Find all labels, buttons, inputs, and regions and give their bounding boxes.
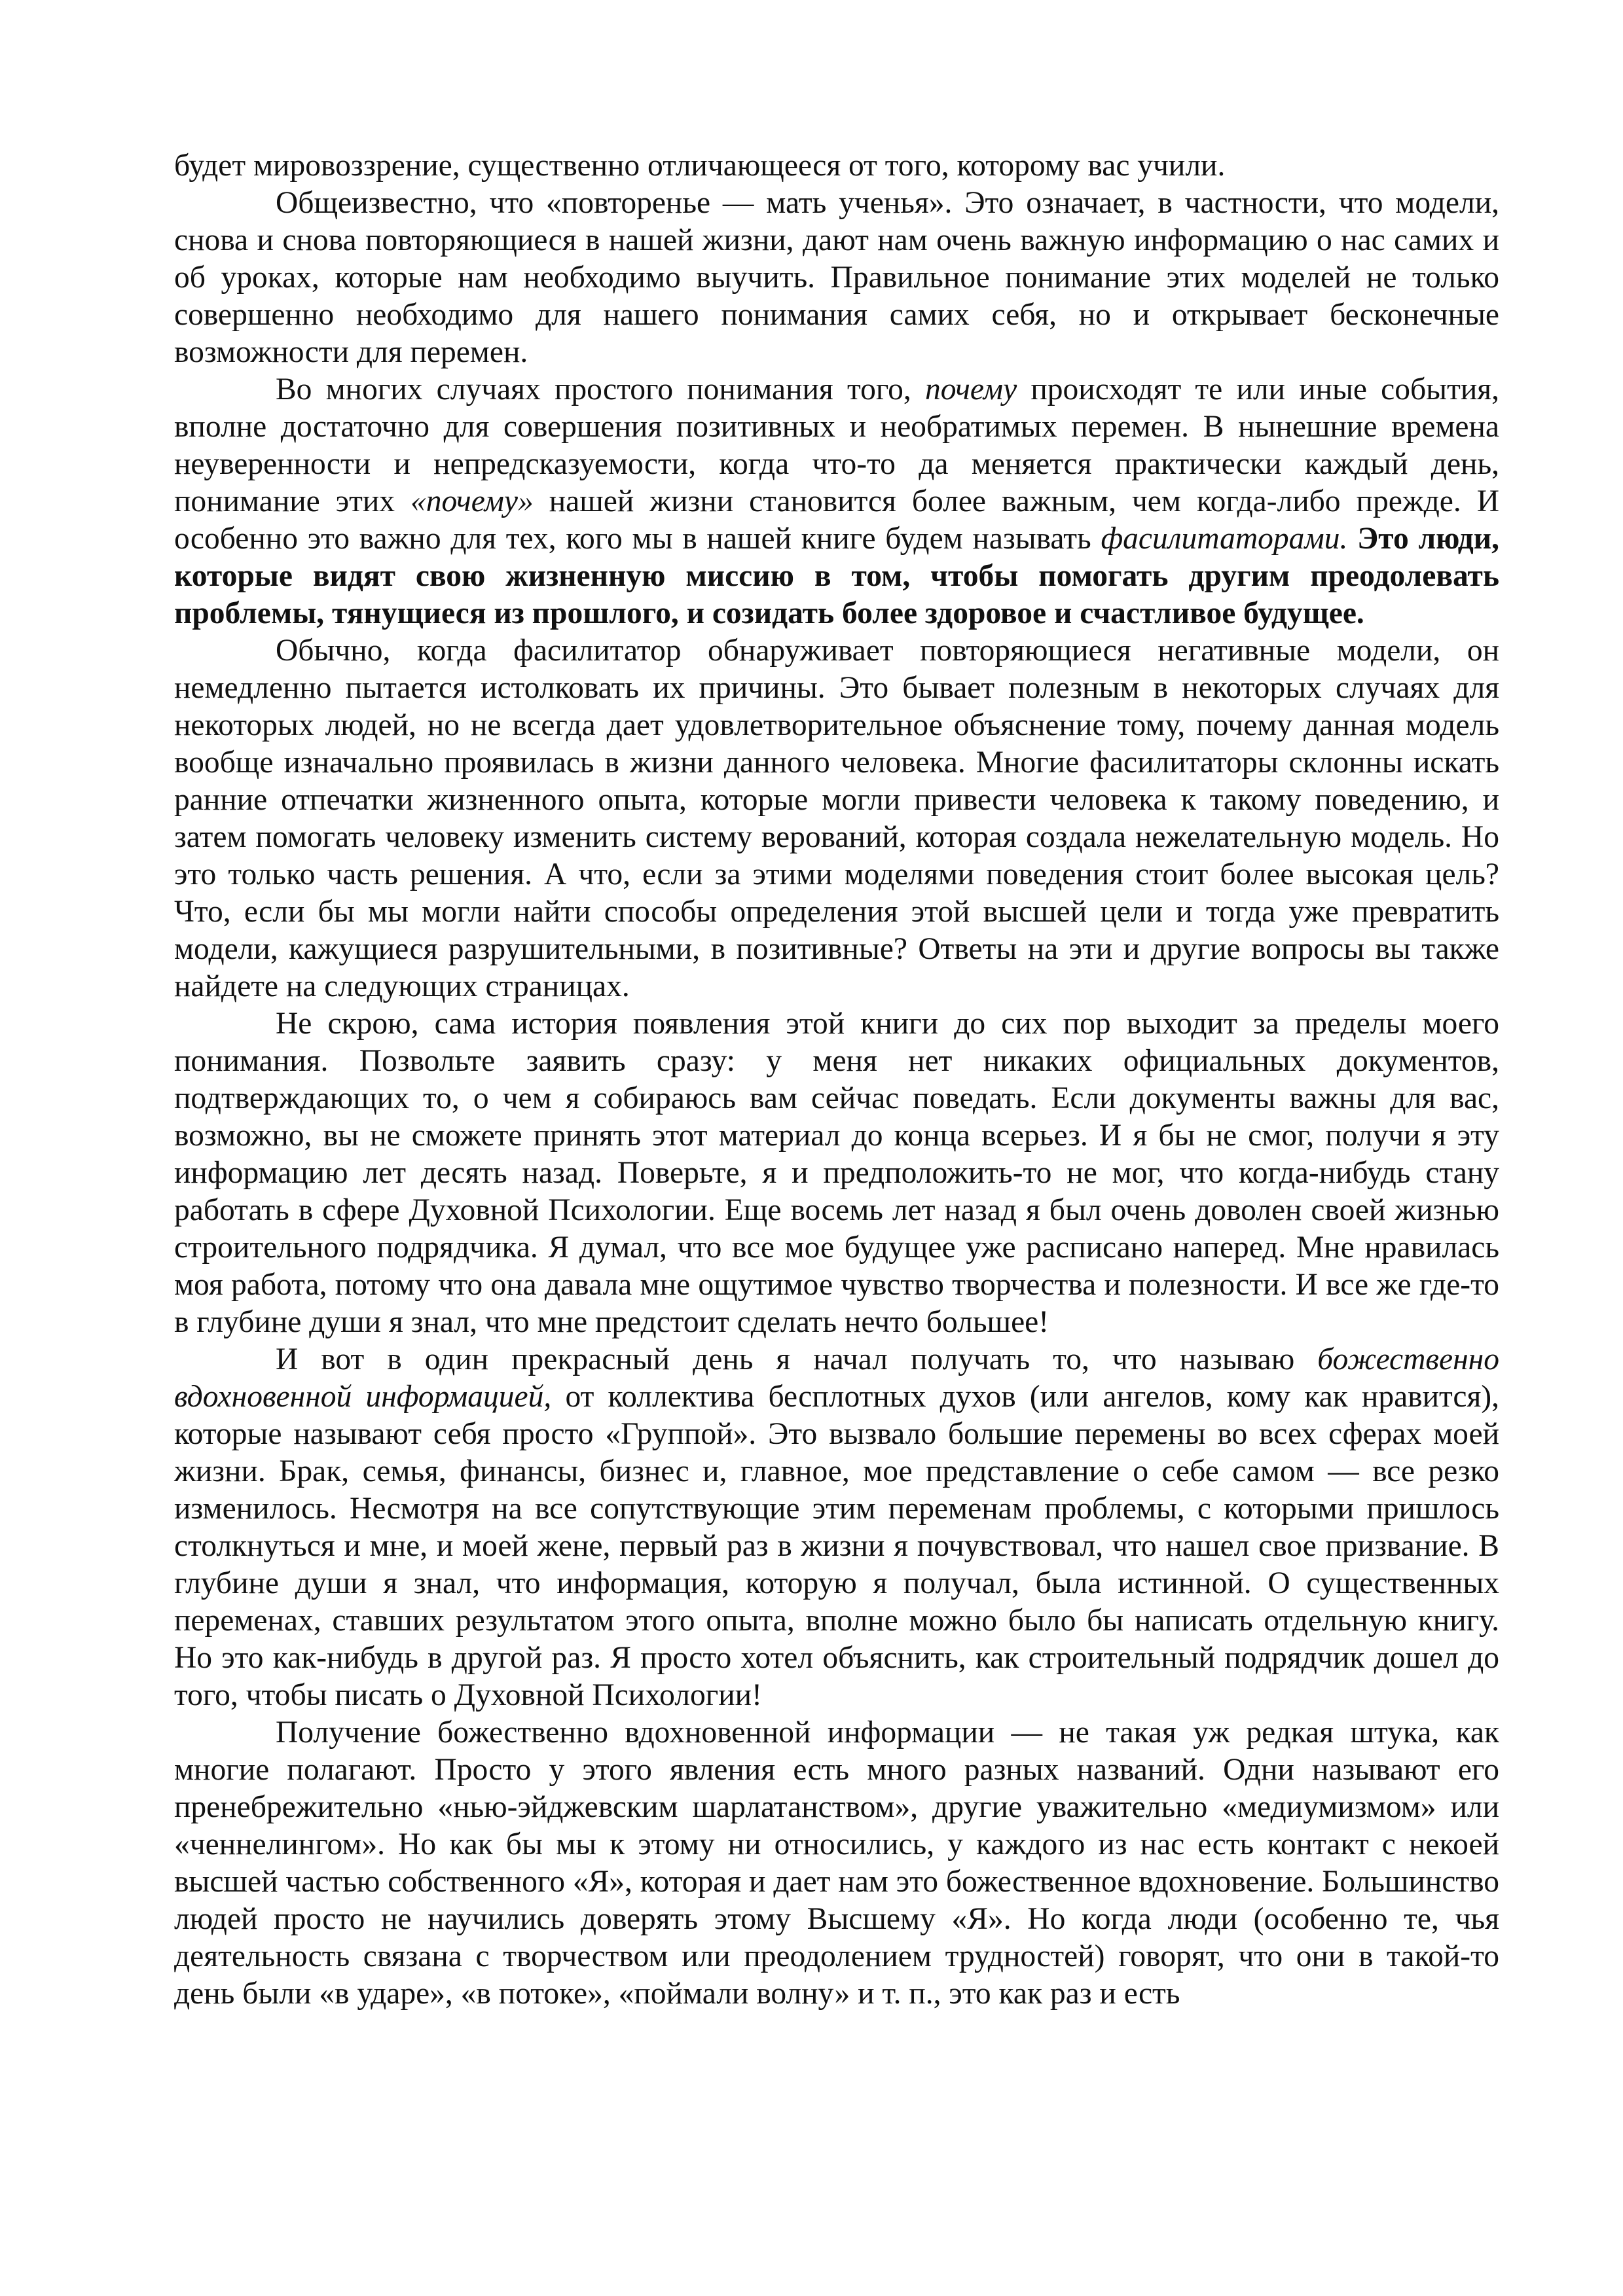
text-segment: Получение божественно вдохновенной информации — не такая уж редкая штука, как многие полагают. Просто у этого явления есть много разных названий. Одни называют его пренебрежительно «нью-эйджевским шарлатанством», другие уважительно «медиумизмом» или «ченнелингом». Но как бы мы к этому ни относились, у каждого из нас есть контакт с некоей высшей частью собственного «Я», которая и дает нам это божественное вдохновение. Большинство людей просто не научились доверять этому Высшему «Я». Но когда люди (особенно те, чья деятельность связана с творчеством или преодолением трудностей) говорят, что они в такой-то день были «в ударе», «в потоке», «поймали волну» и т. п., это как раз и есть — [174, 1715, 1499, 2011]
paragraph — [174, 1341, 1499, 1714]
paragraph — [174, 1714, 1499, 2013]
text-segment: от коллектива бесплотных духов (или ангелов, кому как нравится), которые называют себя просто «Группой». Это вызвало большие перемены во всех сферах моей жизни. Брак, семья, финансы, бизнес и, главное, мое представление о себе самом — все резко изменилось. Несмотря на все сопутствующие этим переменам проблемы, с которыми пришлось столкнуться и мне, и моей жене, первый раз в жизни я почувствовал, что нашел свое призвание. В глубине души я знал, что информация, которую я получал, была истинной. О существенных переменах, ставших результатом этого опыта, вполне можно было бы написать отдельную книгу. Но это как-нибудь в другой раз. Я просто хотел объяснить, как строительный подрядчик дошел до того, чтобы писать о Духовной Психологии! — [174, 1380, 1499, 1712]
paragraph — [174, 1005, 1499, 1341]
italic-text: божественно вдохновенной информацией, — [174, 1342, 1499, 1414]
text-segment — [1347, 522, 1357, 556]
paragraph — [174, 185, 1499, 371]
text-segment: Обычно, когда фасилитатор обнаруживает повторяющиеся негативные модели, он немедленно пытается истолковать их причины. Это бывает полезным в некоторых случаях для некоторых людей, но не всегда дает удовлетворительное объяснение тому, почему данная модель вообще изначально проявилась в жизни данного человека. Многие фасилитаторы склонны искать ранние отпечатки жизненного опыта, которые могли привести человека к такому поведению, и затем помогать человеку изменить систему верований, которая создала нежелательную модель. Но это только часть решения. А что, если за этими моделями поведения стоит более высокая цель? Что, если бы мы могли найти способы определения этой высшей цели и тогда уже превратить модели, кажущиеся разрушительными, в позитивные? Ответы на эти и другие вопросы вы также найдете на следующих страницах. — [174, 634, 1499, 1003]
text-segment: Во многих случаях простого понимания того, — [276, 372, 925, 406]
body-text — [174, 147, 1499, 2013]
paragraph — [174, 632, 1499, 1005]
italic-text: почему — [924, 372, 1017, 406]
paragraph — [174, 147, 1499, 185]
italic-text: «почему» — [410, 484, 534, 518]
text-segment: Не скрою, сама история появления этой книги до сих пор выходит за пределы моего понимания. Позвольте заявить сразу: у меня нет никаких официальных документов, подтверждающих то, о чем я собираюсь вам сейчас поведать. Если документы важны для вас, возможно, вы не сможете принять этот материал до конца всерьез. И я бы не смог, получи я эту информацию лет десять назад. Поверьте, я и предположить-то не мог, что когда-нибудь стану работать в сфере Духовной Психологии. Еще восемь лет назад я был очень доволен своей жизнью строительного подрядчика. Я думал, что все мое будущее уже расписано наперед. Мне нравилась моя работа, потому что она давала мне ощутимое чувство творчества и полезности. И все же где-то в глубине души я знал, что мне предстоит сделать нечто большее! — [174, 1007, 1499, 1339]
bold-text: Это люди, которые видят свою жизненную миссию в том, чтобы помогать другим преодолевать проблемы, тянущиеся из прошлого, и созидать более здоровое и счастливое будущее. — [174, 522, 1499, 630]
text-segment: нашей жизни становится более важным, чем когда-либо прежде. И особенно это важно для тех, кого мы в нашей книге будем называть — [174, 484, 1499, 556]
text-segment: происходят те или иные события, вполне достаточно для совершения позитивных и необратимых перемен. В нынешние времена неуверенности и непредсказуемости, когда что-то да меняется практически каждый день, понимание этих — [174, 372, 1499, 518]
text-segment: будет мировоззрение, существенно отличающееся от того, которому вас учили. — [174, 149, 1226, 183]
italic-text: фасилитаторами. — [1101, 522, 1348, 556]
paragraph — [174, 371, 1499, 632]
text-segment: Общеизвестно, что «повторенье — мать ученья». Это означает, в частности, что модели, снова и снова повторяющиеся в нашей жизни, дают нам очень важную информацию о нас самих и об уроках, которые нам необходимо выучить. Правильное понимание этих моделей не только совершенно необходимо для нашего понимания самих себя, но и открывает бесконечные возможности для перемен. — [174, 186, 1499, 369]
text-segment: И вот в один прекрасный день я начал получать то, что называю — [276, 1342, 1318, 1376]
